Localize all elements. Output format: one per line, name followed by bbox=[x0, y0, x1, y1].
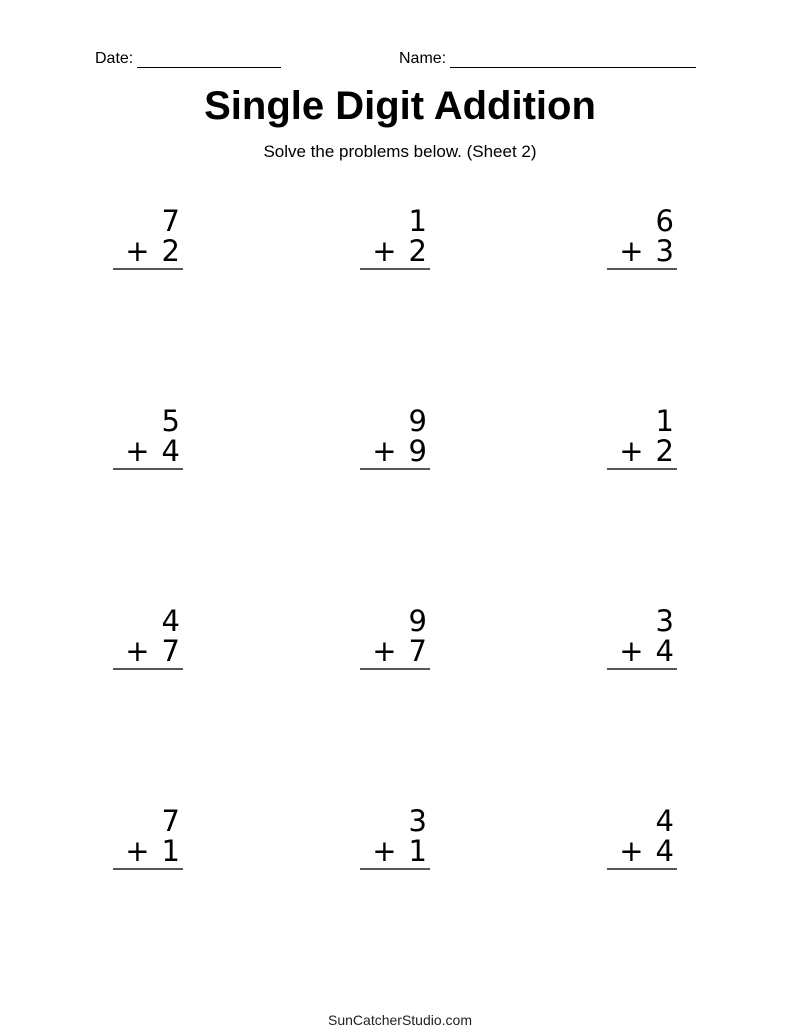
top-addend: 4 bbox=[161, 604, 180, 638]
answer-line[interactable] bbox=[360, 668, 430, 670]
answer-line[interactable] bbox=[113, 468, 183, 470]
addition-problem bbox=[607, 806, 677, 870]
addition-problem bbox=[113, 606, 183, 670]
date-label: Date: bbox=[95, 50, 134, 67]
plus-sign: + bbox=[125, 234, 150, 268]
addition-problem bbox=[113, 206, 183, 270]
worksheet-title: Single Digit Addition bbox=[204, 84, 596, 128]
bottom-addend: 2 bbox=[408, 234, 427, 268]
answer-line[interactable] bbox=[607, 468, 677, 470]
top-addend: 4 bbox=[655, 804, 674, 838]
answer-line[interactable] bbox=[360, 268, 430, 270]
top-addend: 3 bbox=[408, 804, 427, 838]
bottom-addend: 9 bbox=[408, 434, 427, 468]
top-addend: 9 bbox=[408, 404, 427, 438]
answer-line[interactable] bbox=[607, 668, 677, 670]
plus-sign: + bbox=[372, 834, 397, 868]
bottom-addend: 4 bbox=[161, 434, 180, 468]
addition-problem bbox=[607, 606, 677, 670]
plus-sign: + bbox=[619, 234, 644, 268]
date-blank-line[interactable] bbox=[137, 53, 281, 68]
top-addend: 1 bbox=[408, 204, 427, 238]
addition-problem bbox=[113, 406, 183, 470]
bottom-addend: 4 bbox=[655, 834, 674, 868]
date-field[interactable] bbox=[95, 50, 281, 68]
footer-credit: SunCatcherStudio.com bbox=[328, 1012, 472, 1028]
worksheet-subtitle: Solve the problems below. (Sheet 2) bbox=[263, 142, 537, 161]
top-addend: 7 bbox=[161, 804, 180, 838]
plus-sign: + bbox=[125, 434, 150, 468]
plus-sign: + bbox=[619, 434, 644, 468]
addition-problem bbox=[360, 606, 430, 670]
plus-sign: + bbox=[372, 434, 397, 468]
bottom-addend: 1 bbox=[408, 834, 427, 868]
plus-sign: + bbox=[372, 634, 397, 668]
name-label: Name: bbox=[399, 50, 447, 67]
answer-line[interactable] bbox=[113, 668, 183, 670]
bottom-addend: 4 bbox=[655, 634, 674, 668]
top-addend: 3 bbox=[655, 604, 674, 638]
answer-line[interactable] bbox=[360, 868, 430, 870]
addition-problem bbox=[113, 806, 183, 870]
addition-problem bbox=[607, 206, 677, 270]
plus-sign: + bbox=[125, 634, 150, 668]
top-addend: 6 bbox=[655, 204, 674, 238]
bottom-addend: 2 bbox=[161, 234, 180, 268]
plus-sign: + bbox=[619, 834, 644, 868]
answer-line[interactable] bbox=[360, 468, 430, 470]
bottom-addend: 7 bbox=[161, 634, 180, 668]
answer-line[interactable] bbox=[607, 868, 677, 870]
plus-sign: + bbox=[619, 634, 644, 668]
addition-problem bbox=[360, 406, 430, 470]
top-addend: 5 bbox=[161, 404, 180, 438]
top-addend: 9 bbox=[408, 604, 427, 638]
answer-line[interactable] bbox=[607, 268, 677, 270]
answer-line[interactable] bbox=[113, 868, 183, 870]
name-blank-line[interactable] bbox=[450, 53, 696, 68]
name-field[interactable] bbox=[399, 50, 696, 68]
answer-line[interactable] bbox=[113, 268, 183, 270]
bottom-addend: 2 bbox=[655, 434, 674, 468]
plus-sign: + bbox=[125, 834, 150, 868]
top-addend: 7 bbox=[161, 204, 180, 238]
bottom-addend: 7 bbox=[408, 634, 427, 668]
bottom-addend: 3 bbox=[655, 234, 674, 268]
plus-sign: + bbox=[372, 234, 397, 268]
top-addend: 1 bbox=[655, 404, 674, 438]
bottom-addend: 1 bbox=[161, 834, 180, 868]
addition-problem bbox=[607, 406, 677, 470]
addition-problem bbox=[360, 206, 430, 270]
addition-problem bbox=[360, 806, 430, 870]
